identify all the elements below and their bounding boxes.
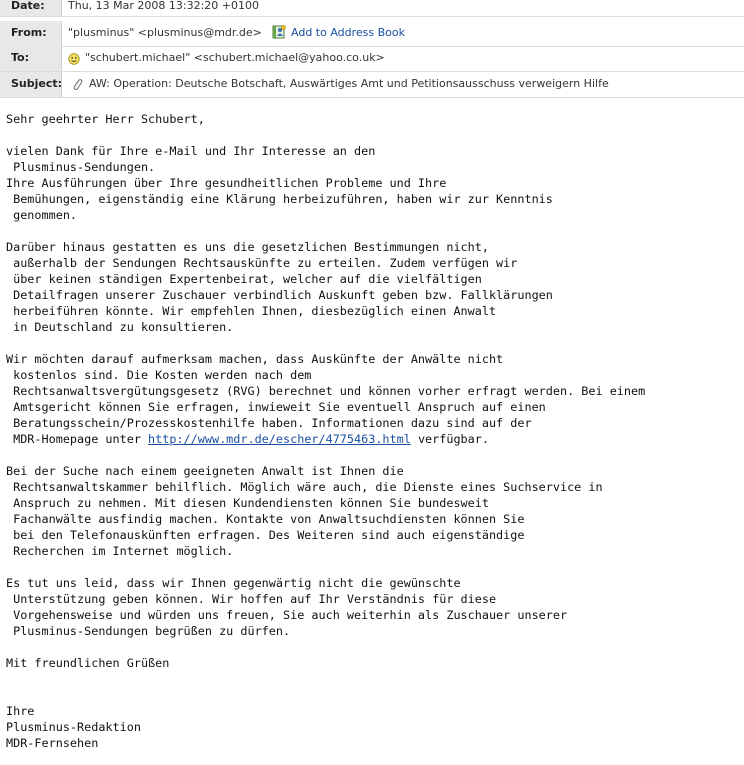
body-text-segment: verfügbar. xyxy=(410,432,489,446)
body-line: Ihre Ausführungen über Ihre gesundheitlichen Probleme und Ihre xyxy=(6,176,447,190)
to-row xyxy=(0,46,744,72)
body-line: Anspruch zu nehmen. Mit diesen Kundendiensten können Sie bundesweit xyxy=(6,496,489,510)
blank-line xyxy=(6,127,645,143)
body-line: Bei der Suche nach einem geeigneten Anwalt ist Ihnen die xyxy=(6,464,404,478)
body-line: Detailfragen unserer Zuschauer verbindlich Auskunft geben bzw. Fallklärungen xyxy=(6,288,553,302)
body-line: in Deutschland zu konsultieren. xyxy=(6,320,234,334)
date-value: Thu, 13 Mar 2008 13:32:20 +0100 xyxy=(68,0,260,12)
mdr-homepage-link[interactable]: http://www.mdr.de/escher/4775463.html xyxy=(148,432,411,446)
body-text-segment: MDR-Homepage unter xyxy=(6,432,149,446)
body-line: Vorgehensweise und würden uns freuen, Sie auch weiterhin als Zuschauer unserer xyxy=(6,608,568,622)
body-line: Plusminus-Redaktion xyxy=(6,720,141,734)
to-label: To: xyxy=(11,51,29,64)
body-line: genommen. xyxy=(6,208,78,222)
from-row xyxy=(0,21,744,47)
body-line: herbeiführen könnte. Wir empfehlen Ihnen, diesbezüglich einen Anwalt xyxy=(6,304,497,318)
date-row xyxy=(0,0,744,17)
date-label-cell xyxy=(0,0,62,16)
body-line: Ihre xyxy=(6,704,35,718)
to-label-cell xyxy=(0,46,62,71)
body-line: Rechtsanwaltsvergütungsgesetz (RVG) berechnet und können vorher erfragt werden. Bei einem xyxy=(6,384,646,398)
body-line: Beratungsschein/Prozesskostenhilfe haben. Informationen dazu sind auf der xyxy=(6,416,532,430)
subject-label-cell xyxy=(0,72,62,97)
blank-line xyxy=(6,671,645,687)
blank-line xyxy=(6,559,645,575)
body-line: Plusminus-Sendungen. xyxy=(6,160,156,174)
body-line: Plusminus-Sendungen begrüßen zu dürfen. xyxy=(6,624,291,638)
body-line: außerhalb der Sendungen Rechtsauskünfte zu erteilen. Zudem verfügen wir xyxy=(6,256,518,270)
body-line: Fachanwälte ausfindig machen. Kontakte von Anwaltsuchdiensten können Sie xyxy=(6,512,525,526)
address-book-icon xyxy=(272,25,286,39)
body-line-with-link xyxy=(6,431,645,447)
body-line: Rechtsanwaltskammer behilflich. Möglich wäre auch, die Dienste eines Suchservice in xyxy=(6,480,603,494)
from-label-cell xyxy=(0,21,62,46)
body-line: Unterstützung geben können. Wir hoffen auf Ihr Verständnis für diese xyxy=(6,592,497,606)
blank-line xyxy=(6,687,645,703)
add-to-address-book-label: Add to Address Book xyxy=(291,26,406,39)
from-label: From: xyxy=(11,26,47,39)
date-label: Date: xyxy=(11,0,45,12)
smiley-icon xyxy=(68,53,80,65)
body-line: Recherchen im Internet möglich. xyxy=(6,544,234,558)
body-line: bei den Telefonauskünften erfragen. Des Weiteren sind auch eigenständige xyxy=(6,528,525,542)
message-body xyxy=(6,111,645,751)
subject-value: AW: Operation: Deutsche Botschaft, Auswärtiges Amt und Petitionsausschuss verweigern Hilfe xyxy=(89,77,609,90)
blank-line xyxy=(6,639,645,655)
body-line: vielen Dank für Ihre e-Mail und Ihr Interesse an den xyxy=(6,144,376,158)
body-line: Sehr geehrter Herr Schubert, xyxy=(6,112,205,126)
body-line: Es tut uns leid, dass wir Ihnen gegenwärtig nicht die gewünschte xyxy=(6,576,461,590)
subject-row xyxy=(0,72,744,98)
to-value: "schubert.michael" <schubert.michael@yahoo.co.uk> xyxy=(85,51,385,64)
body-line: Mit freundlichen Grüßen xyxy=(6,656,170,670)
blank-line xyxy=(6,223,645,239)
body-line: Amtsgericht können Sie erfragen, inwieweit Sie eventuell Anspruch auf einen xyxy=(6,400,546,414)
blank-line xyxy=(6,447,645,463)
paperclip-icon xyxy=(70,77,84,93)
body-line: MDR-Fernsehen xyxy=(6,736,99,750)
body-line: Bemühungen, eigenständig eine Klärung herbeizuführen, haben wir zur Kenntnis xyxy=(6,192,553,206)
blank-line xyxy=(6,335,645,351)
from-value: "plusminus" <plusminus@mdr.de> xyxy=(68,26,262,39)
subject-label: Subject: xyxy=(11,77,63,90)
body-line: kostenlos sind. Die Kosten werden nach dem xyxy=(6,368,312,382)
body-line: Darüber hinaus gestatten es uns die gesetzlichen Bestimmungen nicht, xyxy=(6,240,489,254)
body-line: Wir möchten darauf aufmerksam machen, dass Auskünfte der Anwälte nicht xyxy=(6,352,504,366)
body-line: über keinen ständigen Expertenbeirat, welcher auf die vielfältigen xyxy=(6,272,482,286)
